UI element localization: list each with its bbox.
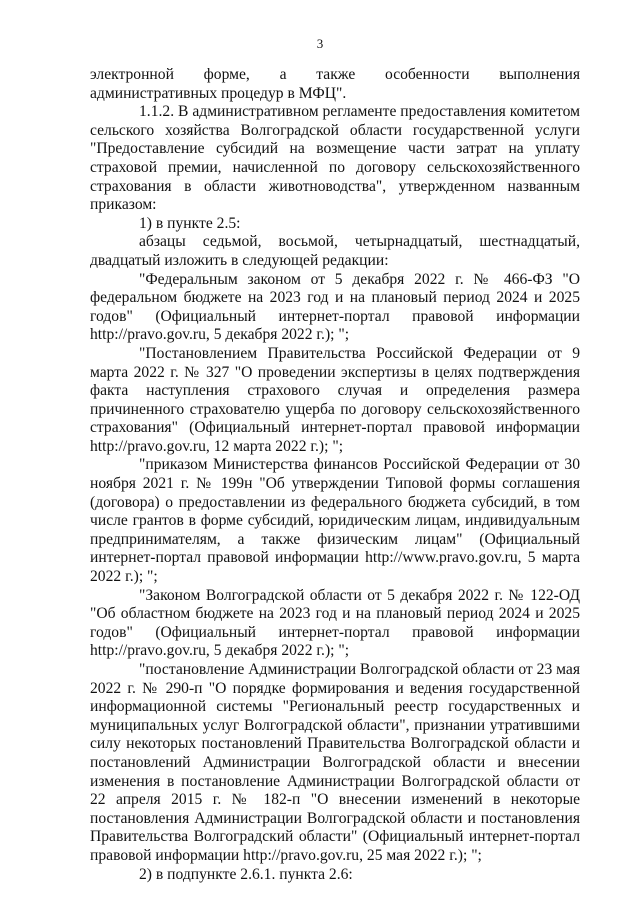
paragraph: "приказом Министерства финансов Российской Федерации от 30 ноября 2021 г. № 199н "Об утверждении Типовой формы соглашения (договора) о предоставлении из федерального бюджета субсидий, в том числе грантов в форме субсидий, юридическим лицам, индивидуальным предпринимателям, а также физическим лицам" (Официальный интернет-портал правовой информации http://www.pravo.gov.ru, 5 марта 2022 г.); "; <box>90 456 580 586</box>
paragraph: 1) в пункте 2.5: <box>139 214 241 232</box>
page-number: 3 <box>316 36 324 51</box>
paragraph: "Законом Волгоградской области от 5 декабря 2022 г. № 122-ОД "Об областном бюджете на 2023 год и на плановый период 2024 и 2025 годов" (Официальный интернет-портал правовой информации http://pravo.gov.ru, 5 декабря 2022 г.); "; <box>90 586 580 660</box>
paragraph: "Постановлением Правительства Российской Федерации от 9 марта 2022 г. № 327 "О проведении экспертизы в целях подтверждения факта наступления страхового случая и определения размера причиненного страхователю ущерба по договору сельскохозяйственного страхования" (Официальный интернет-портал правовой информации http://pravo.gov.ru, 12 марта 2022 г.); "; <box>90 344 580 455</box>
paragraph: электронной форме, а также особенности выполнения административных процедур в МФЦ". <box>90 66 580 102</box>
document-body <box>90 66 580 884</box>
paragraph: 1.1.2. В административном регламенте предоставления комитетом сельского хозяйства Волгоградской области государственной услуги "Предоставление субсидий на возмещение части затрат на уплату страховой премии, начисленной по договору сельскохозяйственного страхования в области животноводства", утвержденном названным приказом: <box>90 103 580 214</box>
paragraph: "Федеральным законом от 5 декабря 2022 г. № 466-ФЗ "О федеральном бюджете на 2023 год и на плановый период 2024 и 2025 годов" (Официальный интернет-портал правовой информации http://pravo.gov.ru, 5 декабря 2022 г.); "; <box>90 270 580 344</box>
paragraph: 2) в подпункте 2.6.1. пункта 2.6: <box>139 865 353 883</box>
paragraph: "постановление Администрации Волгоградской области от 23 мая 2022 г. № 290-п "О порядке формирования и ведения государственной информационной системы "Региональный реестр государственных и муниципальных услуг Волгоградской области", признании утратившими силу некоторых постановлений Правительства Волгоградской области и постановлений Администрации Волгоградской области и внесении изменения в постановление Администрации Волгоградской области от 22 апреля 2015 г. № 182-п "О внесении изменений в некоторые постановления Администрации Волгоградской области и постановления Правительства Волгоградский области" (Официальный интернет-портал правовой информации http://pravo.gov.ru, 25 мая 2022 г.); "; <box>90 661 580 864</box>
paragraph: абзацы седьмой, восьмой, четырнадцатый, шестнадцатый, двадцатый изложить в следующей редакции: <box>90 233 580 269</box>
